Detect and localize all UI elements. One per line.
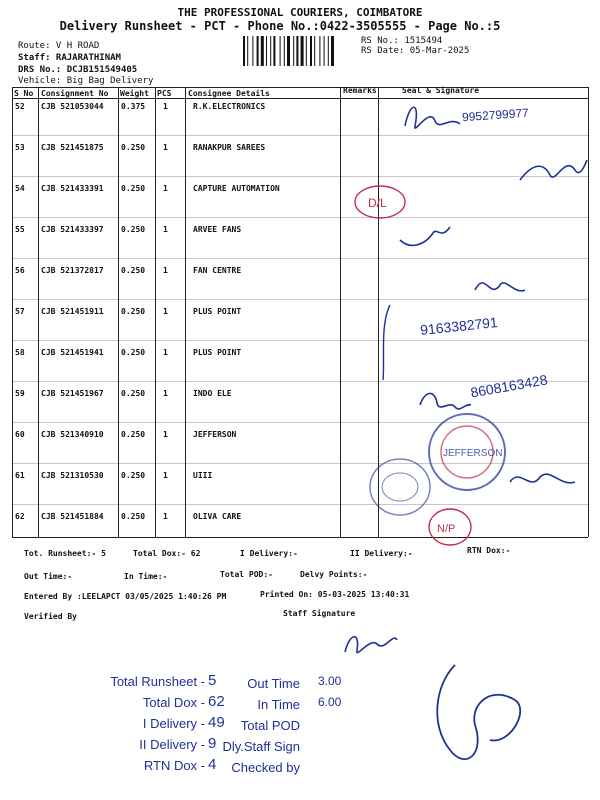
stamp-value-right: 6.00 <box>318 695 342 709</box>
row-consignment: CJB 521451967 <box>41 389 104 398</box>
stamp-value-left: 5 <box>208 672 217 689</box>
barcode-bar <box>243 36 245 66</box>
barcode-bar <box>314 36 315 66</box>
col-border <box>38 87 39 537</box>
np-mark <box>425 505 475 550</box>
signature-2 <box>515 150 590 195</box>
signature-3 <box>395 215 455 255</box>
row-consignment: CJB 521053044 <box>41 102 104 111</box>
row-consignee: RANAKPUR SAREES <box>193 143 266 152</box>
row-consignment: CJB 521451941 <box>41 348 104 357</box>
barcode-bar <box>301 36 304 66</box>
col-border <box>118 87 119 537</box>
rs-date: RS Date: 05-Mar-2025 <box>361 46 470 56</box>
table-bottom-border <box>12 537 588 538</box>
col-border <box>12 87 13 537</box>
row-pcs: 1 <box>163 184 168 193</box>
stamp-label-left: Total Dox - <box>142 695 205 710</box>
barcode-bar <box>266 36 267 66</box>
handwritten-phone-1: 9952799977 <box>461 105 530 125</box>
row-sno: 53 <box>15 143 25 152</box>
barcode-bar <box>247 36 248 66</box>
row-pcs: 1 <box>163 143 168 152</box>
dl-text: D/L <box>368 196 387 210</box>
row-pcs: 1 <box>163 102 168 111</box>
row-consignee: INDO ELE <box>193 389 232 398</box>
stamp-label-left: I Delivery - <box>142 716 205 731</box>
row-consignee: PLUS POINT <box>193 348 242 357</box>
row-consignment: CJB 521451911 <box>41 307 104 316</box>
row-consignee: FAN CENTRE <box>193 266 242 275</box>
staff: Staff: RAJARATHINAM <box>18 53 121 63</box>
row-consignment: CJB 521451884 <box>41 512 104 521</box>
rs-no: RS No.: 1515494 <box>361 36 443 46</box>
row-divider <box>12 176 588 177</box>
row-weight: 0.250 <box>121 184 146 193</box>
row-consignment: CJB 521340910 <box>41 430 104 439</box>
row-consignment: CJB 521310530 <box>41 471 104 480</box>
row-pcs: 1 <box>163 348 168 357</box>
row-weight: 0.250 <box>121 348 146 357</box>
row-sno: 52 <box>15 102 25 111</box>
col-header-pcs: PCS <box>157 89 172 98</box>
stamp-label-left: RTN Dox - <box>143 758 205 773</box>
row-weight: 0.250 <box>121 307 146 316</box>
drs-no: DRS No.: DCJB151549405 <box>18 65 138 75</box>
col-border <box>155 87 156 537</box>
printed-on: Printed On: 05-03-2025 13:40:31 <box>260 590 410 599</box>
col-header-seal: Seal & Signature <box>402 86 480 95</box>
col-header-consignment: Consignment No <box>41 89 109 98</box>
col-header-sno: S No <box>14 89 34 98</box>
bracket-mark <box>375 300 415 385</box>
row-weight: 0.250 <box>121 389 146 398</box>
total-dox: Total Dox:- 62 <box>133 549 201 558</box>
row-sno: 56 <box>15 266 25 275</box>
table-header-border <box>12 98 588 99</box>
row-consignment: CJB 521451875 <box>41 143 104 152</box>
rtn-dox: RTN Dox:- <box>467 546 511 555</box>
row-sno: 58 <box>15 348 25 357</box>
stamp-value-left: 4 <box>208 756 217 773</box>
stamp-value-left: 9 <box>208 735 217 752</box>
row-consignee: R.K.ELECTRONICS <box>193 102 266 111</box>
row-divider <box>12 340 588 341</box>
row-consignee: PLUS POINT <box>193 307 242 316</box>
row-weight: 0.250 <box>121 430 146 439</box>
row-pcs: 1 <box>163 225 168 234</box>
col-border <box>185 87 186 537</box>
row-pcs: 1 <box>163 430 168 439</box>
row-pcs: 1 <box>163 307 168 316</box>
row-consignment: CJB 521433391 <box>41 184 104 193</box>
checker-signature <box>415 655 545 785</box>
row-divider <box>12 258 588 259</box>
row-divider <box>12 504 588 505</box>
route: Route: V H ROAD <box>18 41 100 51</box>
stamp-label-left: II Delivery - <box>139 737 205 752</box>
delvy-points: Delvy Points:- <box>300 570 368 579</box>
entered-by: Entered By :LEELAPCT 03/05/2025 1:40:26 PM <box>24 592 227 601</box>
company-title: THE PROFESSIONAL COURIERS, COIMBATORE <box>177 6 423 19</box>
barcode-bar <box>270 36 271 66</box>
row-sno: 55 <box>15 225 25 234</box>
barcode-bar <box>310 36 312 66</box>
handwritten-phone-2: 9163382791 <box>419 313 499 339</box>
row-divider <box>12 135 588 136</box>
row-consignee: OLIVA CARE <box>193 512 242 521</box>
row-sno: 57 <box>15 307 25 316</box>
stamp-label-left: Total Runsheet - <box>110 674 205 689</box>
signature-1 <box>395 96 465 141</box>
row-sno: 54 <box>15 184 25 193</box>
stamp-label-right: Out Time <box>247 676 300 691</box>
barcode-bar <box>287 36 290 66</box>
stamp-value-right: 3.00 <box>318 674 342 688</box>
table-top-border <box>12 87 588 88</box>
row-weight: 0.250 <box>121 143 146 152</box>
barcode <box>243 36 359 66</box>
barcode-bar <box>324 36 325 66</box>
row-sno: 59 <box>15 389 25 398</box>
barcode-bar <box>257 36 259 66</box>
barcode-bar <box>284 36 285 66</box>
runsheet-title: Delivery Runsheet - PCT - Phone No.:0422-3505555 - Page No.:5 <box>59 19 501 33</box>
row-consignee: CAPTURE AUTOMATION <box>193 184 280 193</box>
stamp-text: JEFFERSON <box>443 448 503 459</box>
signature-6 <box>505 462 580 497</box>
row-weight: 0.250 <box>121 266 146 275</box>
stamp-label-right: Dly.Staff Sign <box>222 739 300 754</box>
total-pod: Total POD:- <box>220 570 273 579</box>
row-consignee: JEFFERSON <box>193 430 237 439</box>
np-text: N/P <box>437 523 456 535</box>
row-pcs: 1 <box>163 471 168 480</box>
barcode-bar <box>280 36 281 66</box>
barcode-bar <box>328 36 329 66</box>
jefferson-stamp <box>425 410 510 495</box>
col-header-remarks: Remarks <box>343 86 377 95</box>
row-consignment: CJB 521433397 <box>41 225 104 234</box>
row-divider <box>12 217 588 218</box>
row-sno: 60 <box>15 430 25 439</box>
total-runsheet: Tot. Runsheet:- 5 <box>24 549 106 558</box>
staff-signature-scribble <box>335 622 405 672</box>
staff-signature: Staff Signature <box>283 609 356 618</box>
col-header-consignee: Consignee Details <box>188 89 270 98</box>
i-delivery: I Delivery:- <box>240 549 298 558</box>
out-time: Out Time:- <box>24 572 73 581</box>
barcode-bar <box>306 36 307 66</box>
row-consignee: UIII <box>193 471 213 480</box>
row-pcs: 1 <box>163 512 168 521</box>
row-consignment: CJB 521372817 <box>41 266 104 275</box>
vehicle: Vehicle: Big Bag Delivery <box>18 76 154 86</box>
stamp-value-left: 62 <box>208 693 225 710</box>
barcode-bar <box>273 36 275 66</box>
row-weight: 0.250 <box>121 225 146 234</box>
row-weight: 0.250 <box>121 512 146 521</box>
verified-by: Verified By <box>24 612 77 621</box>
row-sno: 62 <box>15 512 25 521</box>
stamp-label-right: In Time <box>257 697 300 712</box>
barcode-bar <box>331 36 334 66</box>
stamp-label-right: Total POD <box>240 718 300 733</box>
row-weight: 0.250 <box>121 471 146 480</box>
ii-delivery: II Delivery:- <box>350 549 413 558</box>
barcode-bar <box>296 36 298 66</box>
row-weight: 0.375 <box>121 102 146 111</box>
row-pcs: 1 <box>163 389 168 398</box>
col-border <box>340 87 341 537</box>
row-consignee: ARVEE FANS <box>193 225 242 234</box>
in-time: In Time:- <box>124 572 168 581</box>
row-pcs: 1 <box>163 266 168 275</box>
barcode-bar <box>293 36 294 66</box>
stamp-value-left: 49 <box>208 714 225 731</box>
signature-4 <box>465 265 535 305</box>
handwritten-phone-3: 8608163428 <box>469 371 549 401</box>
row-sno: 61 <box>15 471 25 480</box>
barcode-bar <box>261 36 264 66</box>
barcode-bar <box>319 36 320 66</box>
stamp-label-right: Checked by <box>231 760 300 775</box>
barcode-bar <box>252 36 253 66</box>
col-header-weight: Weight <box>120 89 149 98</box>
